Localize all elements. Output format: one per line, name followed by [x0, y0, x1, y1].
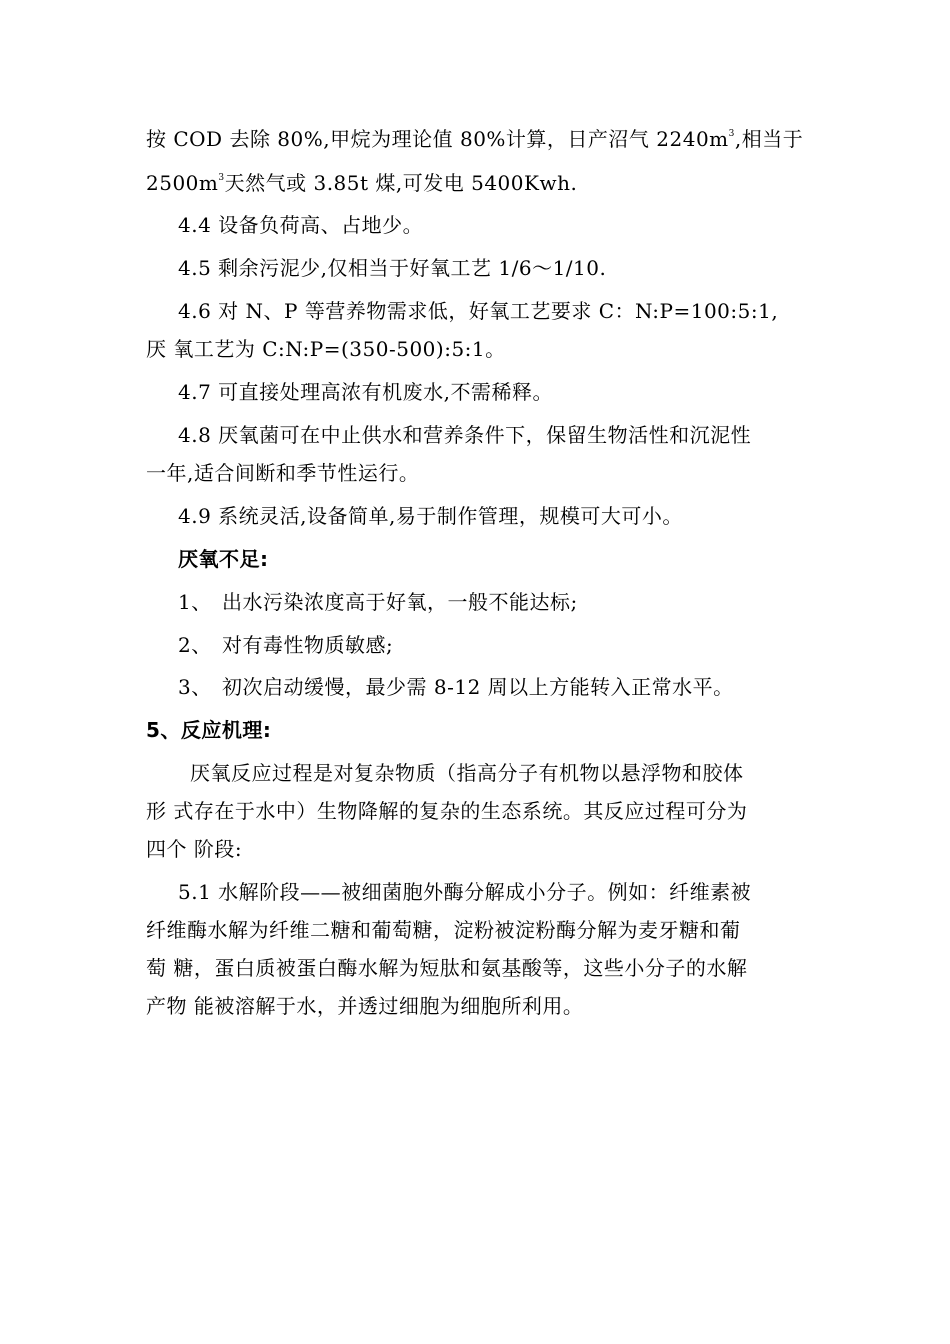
list-number: 2、	[178, 633, 212, 657]
text-run: ,相当于	[734, 127, 804, 151]
list-item	[178, 588, 578, 616]
section-heading: 5、反应机理:	[146, 718, 272, 742]
paragraph-line: 四个 阶段:	[146, 837, 243, 861]
text-run: 天然气或 3.85t 煤,可发电 5400Kwh.	[224, 171, 578, 195]
list-item-4-9: 4.9 系统灵活,设备简单,易于制作管理，规模可大可小。	[178, 504, 683, 528]
list-number: 1、	[178, 590, 212, 614]
paragraph-line: 厌 氧工艺为 C:N:P=(350-500):5:1。	[146, 337, 506, 361]
paragraph-line: 产物 能被溶解于水，并透过细胞为细胞所利用。	[146, 994, 584, 1018]
list-text: 初次启动缓慢，最少需 8-12 周以上方能转入正常水平。	[222, 675, 734, 699]
superscript: 3	[728, 129, 735, 139]
list-item-4-7: 4.7 可直接处理高浓有机废水,不需稀释。	[178, 380, 554, 404]
paragraph-line	[146, 169, 577, 197]
paragraph-line	[146, 125, 803, 153]
list-number: 3、	[178, 675, 212, 699]
paragraph-line: 厌氧反应过程是对复杂物质（指高分子有机物以悬浮物和胶体	[190, 761, 744, 785]
text-run: 2500m	[146, 171, 219, 195]
list-item	[178, 673, 734, 701]
list-text: 出水污染浓度高于好氧，一般不能达标;	[222, 590, 578, 614]
list-item-4-6: 4.6 对 N、P 等营养物需求低，好氧工艺要求 C：N:P=100:5:1,	[178, 299, 779, 323]
paragraph-line: 萄 糖，蛋白质被蛋白酶水解为短肽和氨基酸等，这些小分子的水解	[146, 956, 748, 980]
list-text: 对有毒性物质敏感;	[222, 633, 394, 657]
list-item-4-4: 4.4 设备负荷高、占地少。	[178, 213, 424, 237]
list-item-4-8: 4.8 厌氧菌可在中止供水和营养条件下，保留生物活性和沉泥性	[178, 423, 752, 447]
list-item-4-5: 4.5 剩余污泥少,仅相当于好氧工艺 1/6～1/10.	[178, 256, 607, 280]
paragraph-line: 形 式存在于水中）生物降解的复杂的生态系统。其反应过程可分为	[146, 799, 748, 823]
section-heading: 厌氧不足:	[178, 547, 269, 571]
paragraph-line: 一年,适合间断和季节性运行。	[146, 461, 420, 485]
superscript: 3	[218, 173, 225, 183]
list-item-5-1: 5.1 水解阶段——被细菌胞外酶分解成小分子。例如：纤维素被	[178, 880, 752, 904]
paragraph-line: 纤维酶水解为纤维二糖和葡萄糖，淀粉被淀粉酶分解为麦牙糖和葡	[146, 918, 741, 942]
list-item	[178, 631, 393, 659]
text-run: 按 COD 去除 80%,甲烷为理论值 80%计算，日产沼气 2240m	[146, 127, 729, 151]
